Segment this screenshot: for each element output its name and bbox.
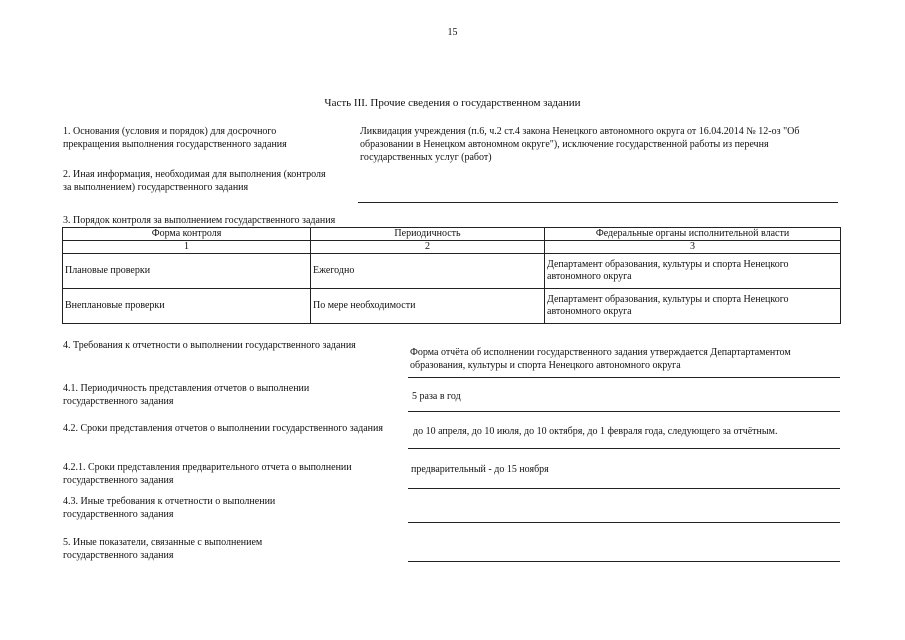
table-cell-authority: Департамент образования, культуры и спорта Ненецкого автономного округа bbox=[545, 254, 841, 289]
section2-label: 2. Иная информация, необходимая для выполнения (контроля за выполнением) государственного задания bbox=[63, 169, 326, 193]
section4-1-value-line bbox=[408, 411, 840, 412]
table-row bbox=[63, 289, 841, 324]
table-number-row bbox=[63, 241, 841, 254]
table-header-row bbox=[63, 228, 841, 241]
table-cell-periodicity: Ежегодно bbox=[311, 254, 545, 289]
section5-label: 5. Иные показатели, связанные с выполнением государственного задания bbox=[63, 537, 263, 561]
table-cell-form: Плановые проверки bbox=[63, 254, 311, 289]
section4-2-1-value: предварительный - до 15 ноября bbox=[411, 464, 549, 475]
page-title: Часть III. Прочие сведения о государственном задании bbox=[324, 97, 581, 109]
header-control-form: Форма контроля bbox=[63, 228, 311, 241]
control-table bbox=[62, 227, 841, 324]
column-number: 2 bbox=[311, 241, 545, 254]
section4-2-value-line bbox=[408, 448, 840, 449]
page-number: 15 bbox=[447, 27, 458, 38]
header-authorities: Федеральные органы исполнительной власти bbox=[545, 228, 841, 241]
section4-3-label: 4.3. Иные требования к отчетности о выполнении государственного задания bbox=[63, 496, 276, 520]
header-periodicity: Периодичность bbox=[311, 228, 545, 241]
table-cell-form: Внеплановые проверки bbox=[63, 289, 311, 324]
section4-2-value: до 10 апреля, до 10 июля, до 10 октября, до 1 февраля года, следующего за отчётным. bbox=[413, 426, 778, 437]
section4-2-1-label: 4.2.1. Сроки представления предварительного отчета о выполнении государственного задания bbox=[63, 462, 352, 486]
table-row bbox=[63, 254, 841, 289]
section5-value-line bbox=[408, 561, 840, 562]
section4-2-label: 4.2. Сроки представления отчетов о выполнении государственного задания bbox=[63, 423, 383, 434]
table-cell-authority: Департамент образования, культуры и спорта Ненецкого автономного округа bbox=[545, 289, 841, 324]
column-number: 1 bbox=[63, 241, 311, 254]
section1-label: 1. Основания (условия и порядок) для досрочного прекращения выполнения государственного задания bbox=[63, 126, 287, 150]
section4-value-line bbox=[408, 377, 840, 378]
section3-label: 3. Порядок контроля за выполнением государственного задания bbox=[63, 215, 336, 226]
table-cell-periodicity: По мере необходимости bbox=[311, 289, 545, 324]
section2-value-line bbox=[358, 202, 838, 203]
section4-label: 4. Требования к отчетности о выполнении государственного задания bbox=[63, 340, 356, 351]
column-number: 3 bbox=[545, 241, 841, 254]
section4-1-value: 5 раза в год bbox=[412, 391, 461, 402]
section4-2-1-value-line bbox=[408, 488, 840, 489]
section4-3-value-line bbox=[408, 522, 840, 523]
section4-1-label: 4.1. Периодичность представления отчетов о выполнении государственного задания bbox=[63, 383, 310, 407]
section1-value: Ликвидация учреждения (п.6, ч.2 ст.4 закона Ненецкого автономного округа от 16.04.2014 № 12-оз "Об образовании в Ненецком автономном округе"), исключение государственной работы из перечня государственных услуг (работ) bbox=[360, 126, 800, 163]
section4-value: Форма отчёта об исполнении государственного задания утверждается Департартаментом образования, культуры и спорта Ненецкого автономного округа bbox=[410, 347, 791, 371]
